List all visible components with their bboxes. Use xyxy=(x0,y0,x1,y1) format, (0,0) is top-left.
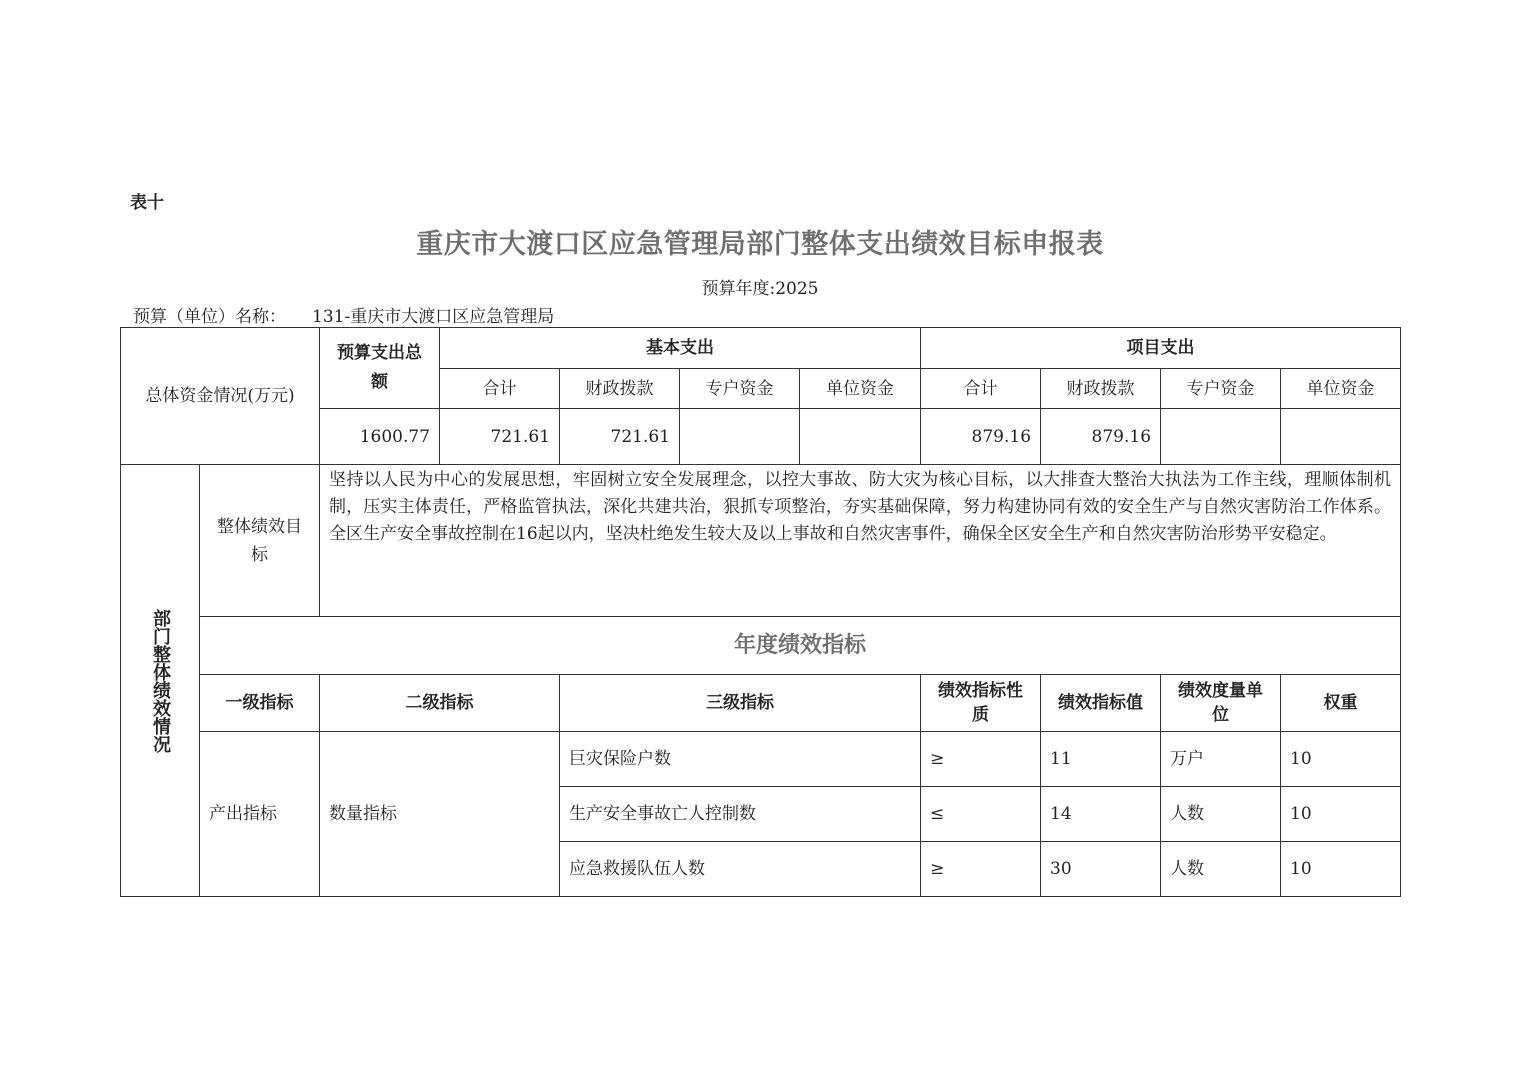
nature-header: 绩效指标性质 xyxy=(921,675,1041,732)
value-header: 绩效指标值 xyxy=(1041,675,1161,732)
level3-header: 三级指标 xyxy=(560,675,921,732)
performance-section-cell xyxy=(121,465,200,897)
project-special-value xyxy=(1161,409,1281,465)
indicator-weight: 10 xyxy=(1281,842,1401,897)
total-budget-value: 1600.77 xyxy=(320,409,440,465)
basic-unit-header: 单位资金 xyxy=(800,369,921,409)
overall-goal-label: 整体绩效目标 xyxy=(200,465,320,617)
performance-report-table xyxy=(120,327,1401,897)
basic-total-value: 721.61 xyxy=(440,409,560,465)
project-special-header: 专户资金 xyxy=(1161,369,1281,409)
basic-unit-value xyxy=(800,409,921,465)
indicator-unit: 人数 xyxy=(1161,787,1281,842)
basic-expenditure-header: 基本支出 xyxy=(440,328,921,369)
project-expenditure-header: 项目支出 xyxy=(921,328,1401,369)
funds-row-label: 总体资金情况(万元) xyxy=(121,328,320,465)
performance-section-label: 部门整体绩效情况 xyxy=(150,608,171,753)
project-fiscal-value: 879.16 xyxy=(1041,409,1161,465)
document-title: 重庆市大渡口区应急管理局部门整体支出绩效目标申报表 xyxy=(416,229,1104,260)
indicator-name: 生产安全事故亡人控制数 xyxy=(560,787,921,842)
indicator-name: 巨灾保险户数 xyxy=(560,732,921,787)
basic-special-header: 专户资金 xyxy=(680,369,800,409)
level1-header: 一级指标 xyxy=(200,675,320,732)
indicator-weight: 10 xyxy=(1281,732,1401,787)
level1-cell: 产出指标 xyxy=(200,732,320,897)
annual-indicators-title: 年度绩效指标 xyxy=(200,617,1401,675)
indicator-name: 应急救援队伍人数 xyxy=(560,842,921,897)
indicator-nature: ≥ xyxy=(921,732,1041,787)
project-total-value: 879.16 xyxy=(921,409,1041,465)
indicator-value: 30 xyxy=(1041,842,1161,897)
unit-header: 绩效度量单位 xyxy=(1161,675,1281,732)
project-unit-value xyxy=(1281,409,1401,465)
indicator-nature: ≤ xyxy=(921,787,1041,842)
weight-header: 权重 xyxy=(1281,675,1401,732)
indicator-weight: 10 xyxy=(1281,787,1401,842)
basic-total-header: 合计 xyxy=(440,369,560,409)
indicator-value: 11 xyxy=(1041,732,1161,787)
table-number: 表十 xyxy=(130,193,164,213)
overall-goal-text: 坚持以人民为中心的发展思想，牢固树立安全发展理念，以控大事故、防大灾为核心目标，以大排查大整治大执法为工作主线，理顺体制机制，压实主体责任，严格监管执法，深化共建共治，狠抓专项整治，夯实基础保障，努力构建协同有效的安全生产与自然灾害防治工作体系。全区生产安全事故控制在16起以内，坚决杜绝发生较大及以上事故和自然灾害事件，确保全区安全生产和自然灾害防治形势平安稳定。 xyxy=(320,465,1401,617)
project-fiscal-header: 财政拨款 xyxy=(1041,369,1161,409)
basic-special-value xyxy=(680,409,800,465)
funds-header-row xyxy=(121,328,1401,369)
unit-name-value: 131-重庆市大渡口区应急管理局 xyxy=(312,307,555,327)
indicator-nature: ≥ xyxy=(921,842,1041,897)
level2-header: 二级指标 xyxy=(320,675,560,732)
budget-year: 预算年度:2025 xyxy=(701,279,819,299)
indicator-unit: 万户 xyxy=(1161,732,1281,787)
project-unit-header: 单位资金 xyxy=(1281,369,1401,409)
total-budget-header: 预算支出总额 xyxy=(320,328,440,409)
unit-name-label: 预算（单位）名称： xyxy=(133,307,286,327)
basic-fiscal-header: 财政拨款 xyxy=(560,369,680,409)
basic-fiscal-value: 721.61 xyxy=(560,409,680,465)
project-total-header: 合计 xyxy=(921,369,1041,409)
table-row xyxy=(121,732,1401,787)
level2-cell: 数量指标 xyxy=(320,732,560,897)
goal-row xyxy=(121,465,1401,617)
indicator-unit: 人数 xyxy=(1161,842,1281,897)
annual-title-row xyxy=(121,617,1401,675)
indicator-header-row xyxy=(121,675,1401,732)
unit-name-line xyxy=(133,302,554,327)
indicator-value: 14 xyxy=(1041,787,1161,842)
